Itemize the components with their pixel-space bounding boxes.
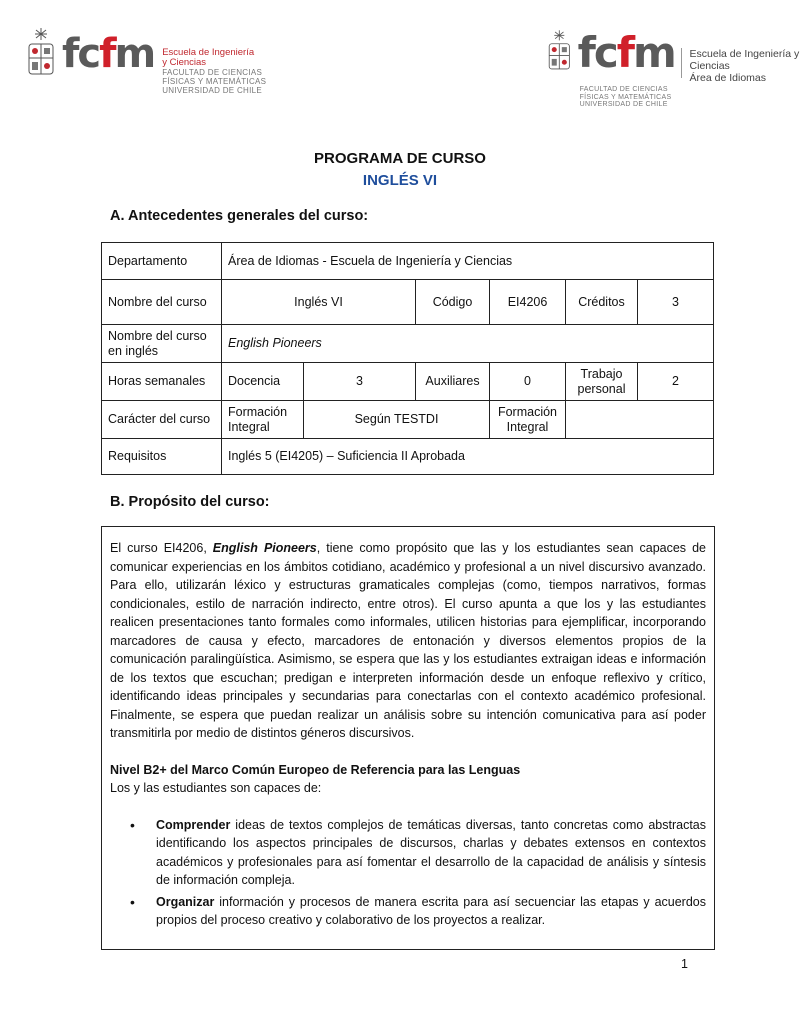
logo-left-line2: y Ciencias — [162, 57, 207, 68]
logo-left-line1: Escuela de Ingeniería — [162, 47, 255, 58]
section-a-heading: A. Antecedentes generales del curso: — [110, 208, 369, 224]
purpose-paragraph — [110, 539, 706, 743]
logo-divider — [681, 48, 682, 78]
horas-label: Horas semanales — [102, 363, 222, 401]
logo-right-line5: UNIVERSIDAD DE CHILE — [579, 101, 668, 108]
codigo-label: Código — [416, 280, 490, 325]
caracter-value-1: Formación Integral — [222, 401, 304, 439]
university-seal-icon — [24, 26, 58, 84]
section-b-heading: B. Propósito del curso: — [110, 494, 270, 510]
nombre-ingles-value: English Pioneers — [222, 325, 714, 363]
page-number: 1 — [681, 957, 688, 971]
purpose-text-rest: , tiene como propósito que las y los estudiantes sean capaces de comunicar experiencias en los ámbitos cotidiano, académico y profesional a un nivel discursivo avanzado. Para ello, utilizarán léxico y estructuras gramaticales complejas (como, tiempos narrativos, formas condicionales, estilo de narración indirecto, entre otros). El curso apunta a que los y las estudiantes realicen presentaciones tanto formales como informales, utilicen historias para ejemplificar, incorporando marcadores de causa y efecto, marcadores de entonación y diversos elementos propios de la comunicación paralingüística. Asimismo, se espera que las y los estudiantes extraigan ideas e información de los textos que escuchan; predigan e interpreten información desde un enfoque reflexivo y crítico, identificando ideas principales y secundarias para conectarlas con el contexto académico profesional. Finalmente, se espera que puedan realizar un análisis sobre su intención comunicativa para así poder transmitirla por medio de distintos géneros discursivos. — [110, 541, 706, 740]
logo-right-line4: FÍSICAS Y MATEMÁTICAS — [579, 93, 672, 101]
fcfm-wordmark-left: fcfm — [62, 31, 155, 77]
codigo-value: EI4206 — [490, 280, 566, 325]
table-row — [102, 243, 714, 280]
creditos-value: 3 — [638, 280, 714, 325]
logo-left — [24, 26, 266, 95]
departamento-label: Departamento — [102, 243, 222, 280]
purpose-course-name: English Pioneers — [212, 541, 317, 555]
skill-text: ideas de textos complejos de temáticas diversas, tanto concretas como abstractas identificando los aspectos principales de discursos, charlas y debates extensos en contextos académicos y profesionales para así fomentar el desarrollo de la capacidad de análisis y síntesis de información compleja. — [156, 817, 706, 887]
auxiliares-value: 0 — [490, 363, 566, 401]
table-row — [102, 363, 714, 401]
trabajo-value: 2 — [638, 363, 714, 401]
requisitos-label: Requisitos — [102, 439, 222, 475]
table-row — [102, 401, 714, 439]
nivel-intro: Los y las estudiantes son capaces de: — [110, 781, 322, 795]
logo-right-line3: FACULTAD DE CIENCIAS — [579, 86, 668, 93]
logo-left-text — [162, 48, 266, 95]
university-seal-icon — [545, 24, 574, 82]
skill-verb: Organizar — [156, 894, 215, 909]
logo-right-line2: Área de Idiomas — [689, 72, 766, 84]
fcfm-wordmark-right: fcfm — [577, 28, 675, 77]
caracter-label: Carácter del curso — [102, 401, 222, 439]
caracter-value-3: Formación Integral — [490, 401, 566, 439]
skill-text: información y procesos de manera escrita para así secuenciar las etapas y acuerdos propios del proceso creativo y colaborativo de los proyectos a realizar. — [156, 894, 706, 927]
caracter-value-2: Según TESTDI — [304, 401, 490, 439]
purpose-box — [101, 526, 715, 950]
logo-right — [545, 24, 800, 109]
departamento-value: Área de Idiomas - Escuela de Ingeniería y Ciencias — [222, 243, 714, 280]
list-item — [156, 816, 706, 890]
logo-right-faculty — [580, 86, 800, 109]
logo-right-line1: Escuela de Ingeniería y Ciencias — [689, 48, 800, 72]
logo-left-line5: UNIVERSIDAD DE CHILE — [162, 86, 263, 95]
logo-left-line3: FACULTAD DE CIENCIAS — [162, 68, 263, 77]
table-row — [102, 280, 714, 325]
skill-verb: Comprender — [156, 817, 231, 832]
logo-left-line4: FÍSICAS Y MATEMÁTICAS — [162, 77, 267, 86]
course-info-table — [101, 242, 714, 475]
nivel-heading: Nivel B2+ del Marco Común Europeo de Referencia para las Lenguas — [110, 762, 521, 777]
docencia-label: Docencia — [222, 363, 304, 401]
table-row — [102, 439, 714, 475]
nombre-value: Inglés VI — [222, 280, 416, 325]
nombre-ingles-label: Nombre del curso en inglés — [102, 325, 222, 363]
logo-right-text — [690, 48, 800, 84]
document-title: PROGRAMA DE CURSO — [314, 150, 486, 167]
requisitos-value: Inglés 5 (EI4205) – Suficiencia II Aprobada — [222, 439, 714, 475]
nombre-label: Nombre del curso — [102, 280, 222, 325]
trabajo-label: Trabajo personal — [566, 363, 638, 401]
docencia-value: 3 — [304, 363, 416, 401]
purpose-text-start: El curso EI4206, — [110, 541, 213, 555]
creditos-label: Créditos — [566, 280, 638, 325]
auxiliares-label: Auxiliares — [416, 363, 490, 401]
skills-list — [110, 816, 706, 930]
table-row — [102, 325, 714, 363]
list-item — [156, 893, 706, 930]
document-subtitle: INGLÉS VI — [362, 172, 438, 189]
caracter-empty — [566, 401, 714, 439]
